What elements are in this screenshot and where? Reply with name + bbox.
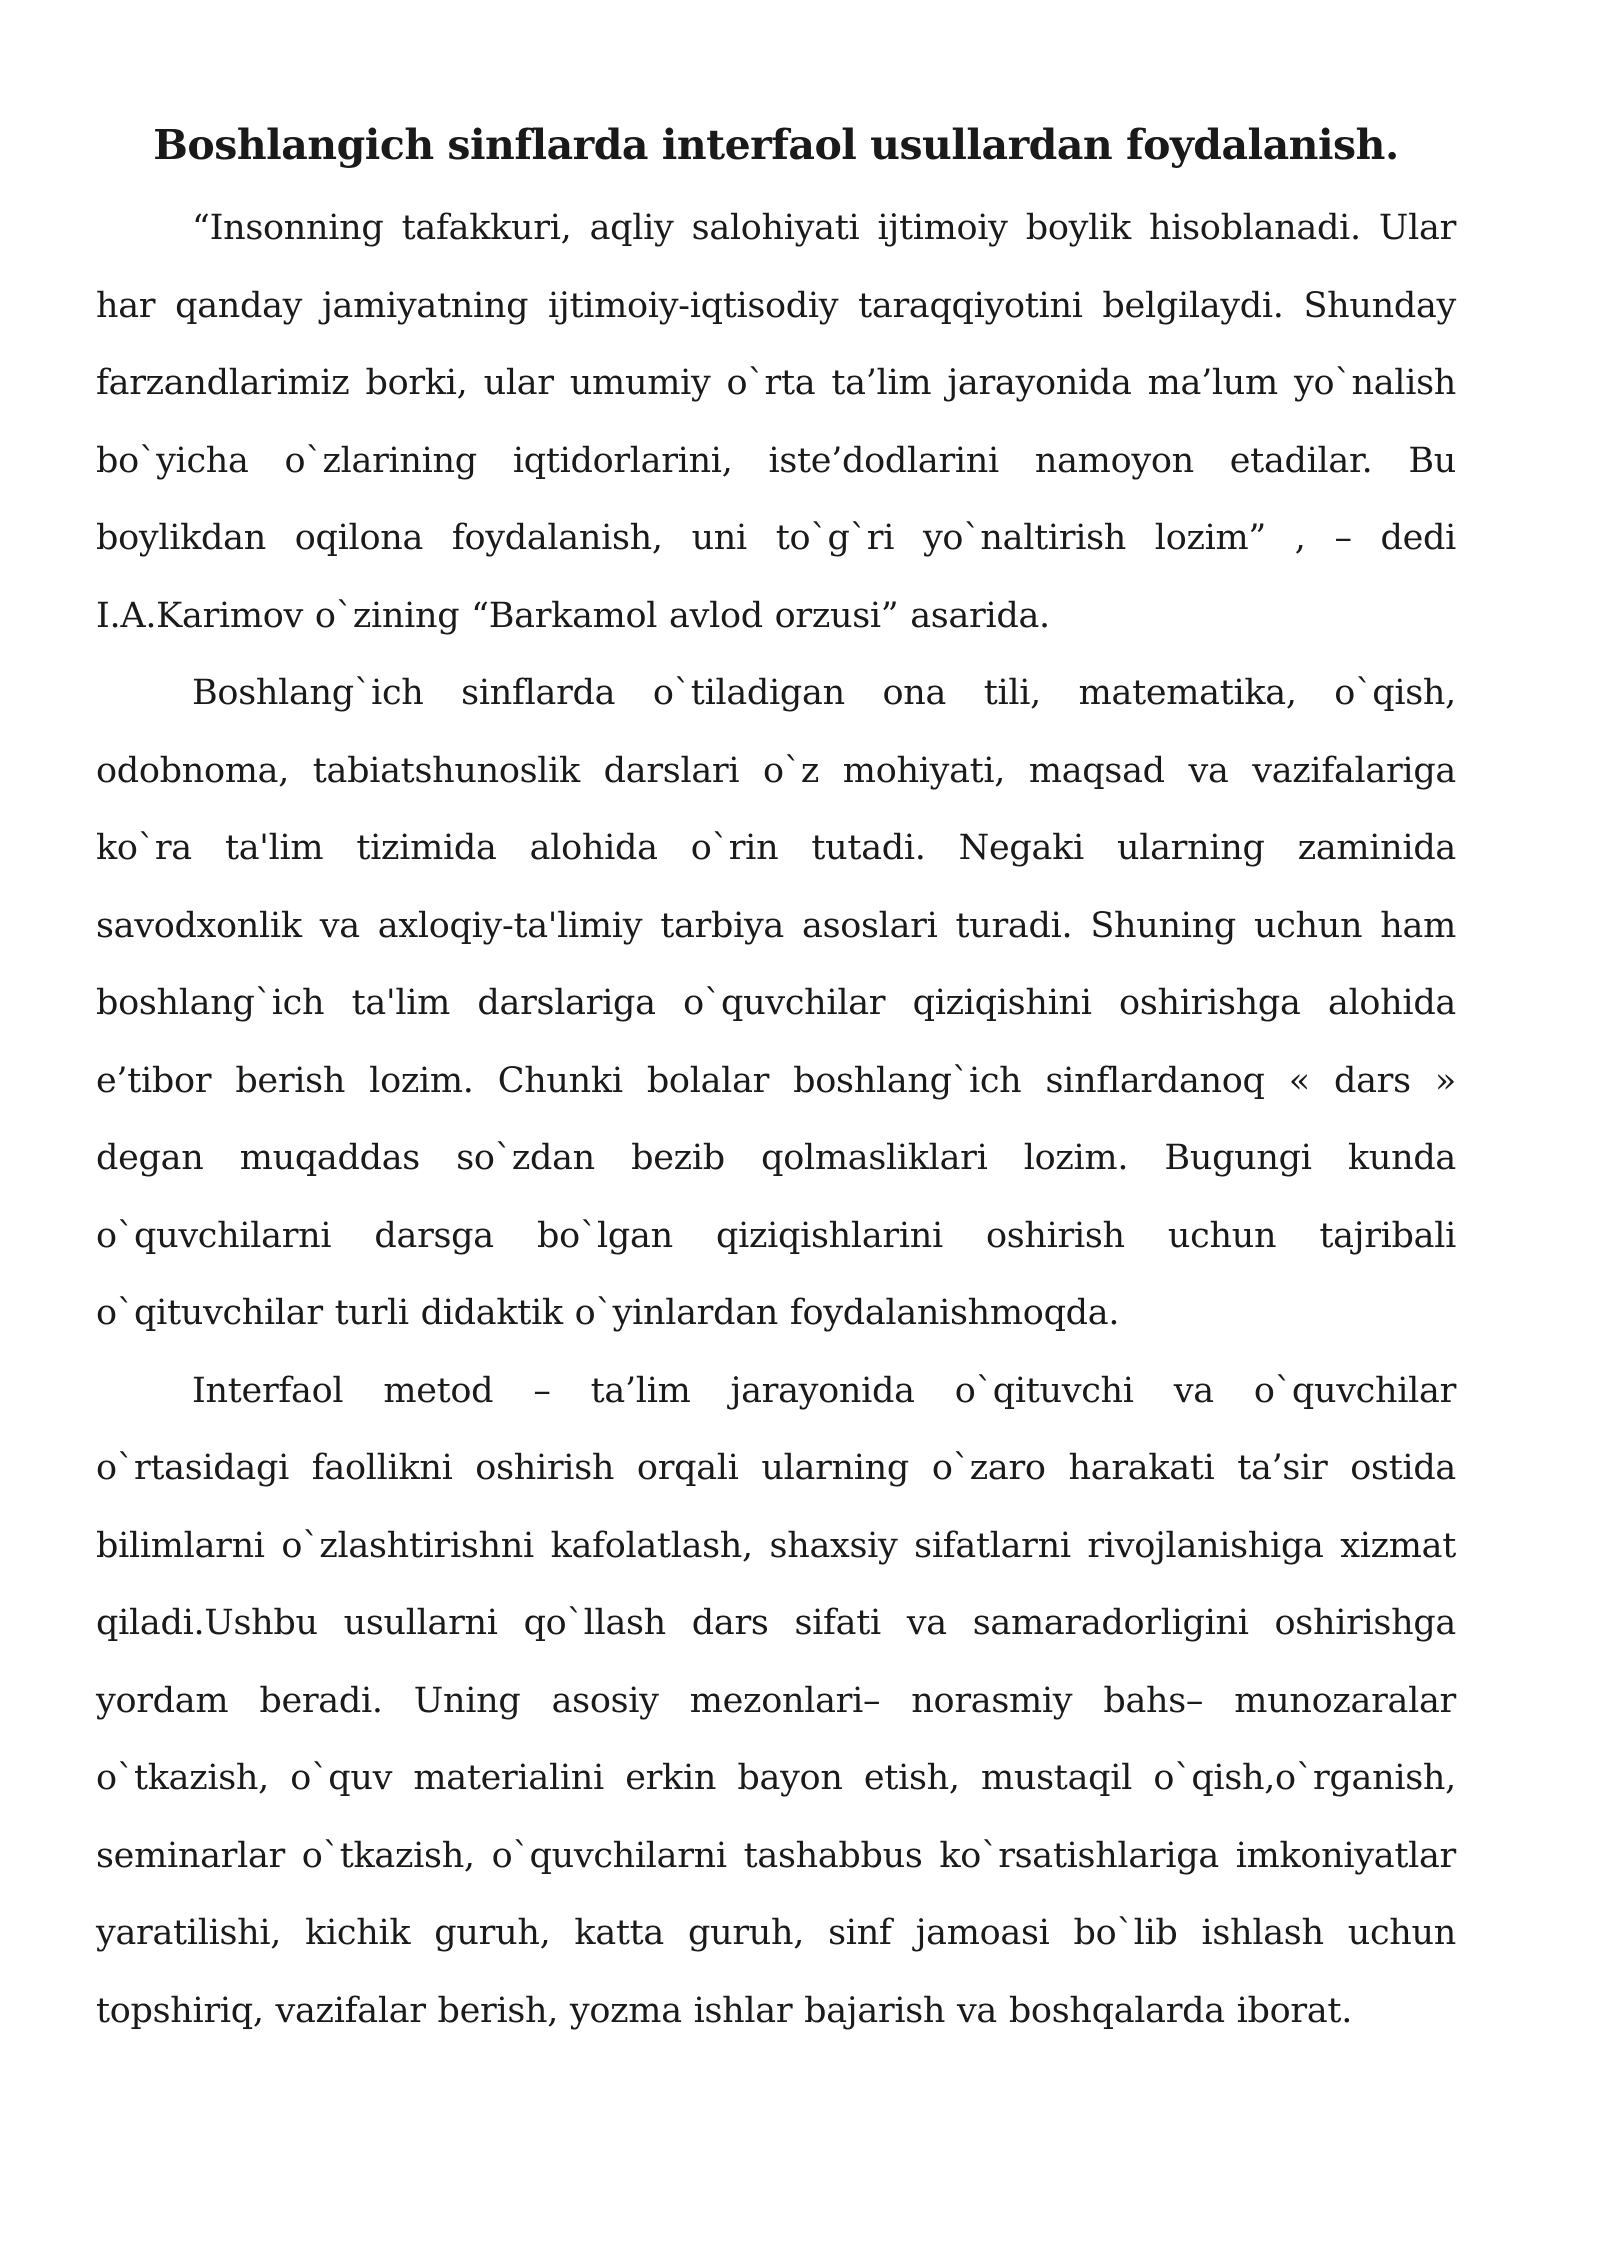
document-title: Boshlangich sinflarda interfaol usullardan foydalanish. [153, 121, 1399, 169]
document-page [96, 110, 1456, 2050]
paragraph-2: Boshlang`ich sinflarda o`tiladigan ona tili, matematika, o`qish, odobnoma, tabiatshunoslik darslari o`z mohiyati, maqsad va vazifalariga ko`ra ta'lim tizimida alohida o`rin tutadi. Negaki ularning zaminida savodxonlik va axloqiy-ta'limiy tarbiya asoslari turadi. Shuning uchun ham boshlang`ich ta'lim darslariga o`quvchilar qiziqishini oshirishga alohida e’tibor berish lozim. Chunki bolalar boshlang`ich sinflardanoq « dars » degan muqaddas so`zdan bezib qolmasliklari lozim. Bugungi kunda o`quvchilarni darsga bo`lgan qiziqishlarini oshirish uchun tajribali o`qituvchilar turli didaktik o`yinlardan foydalanishmoqda. [96, 673, 1456, 1333]
paragraph-1: “Insonning tafakkuri, aqliy salohiyati ijtimoiy boylik hisoblanadi. Ular har qanday jamiyatning ijtimoiy-iqtisodiy taraqqiyotini belgilaydi. Shunday farzandlarimiz borki, ular umumiy o`rta ta’lim jarayonida ma’lum yo`nalish bo`yicha o`zlarining iqtidorlarini, iste’dodlarini namoyon etadilar. Bu boylikdan oqilona foydalanish, uni to`g`ri yo`naltirish lozim” , – dedi I.A.Karimov o`zining “Barkamol avlod orzusi” asarida. [96, 208, 1456, 636]
paragraph-3: Interfaol metod – ta’lim jarayonida o`qituvchi va o`quvchilar o`rtasidagi faollikni oshirish orqali ularning o`zaro harakati ta’sir ostida bilimlarni o`zlashtirishni kafolatlash, shaxsiy sifatlarni rivojlanishiga xizmat qiladi.Ushbu usullarni qo`llash dars sifati va samaradorligini oshirishga yordam beradi. Uning asosiy mezonlari– norasmiy bahs– munozaralar o`tkazish, o`quv materialini erkin bayon etish, mustaqil o`qish,o`rganish, seminarlar o`tkazish, o`quvchilarni tashabbus ko`rsatishlariga imkoniyatlar yaratilishi, kichik guruh, katta guruh, sinf jamoasi bo`lib ishlash uchun topshiriq, vazifalar berish, yozma ishlar bajarish va boshqalarda iborat. [96, 1370, 1456, 2031]
